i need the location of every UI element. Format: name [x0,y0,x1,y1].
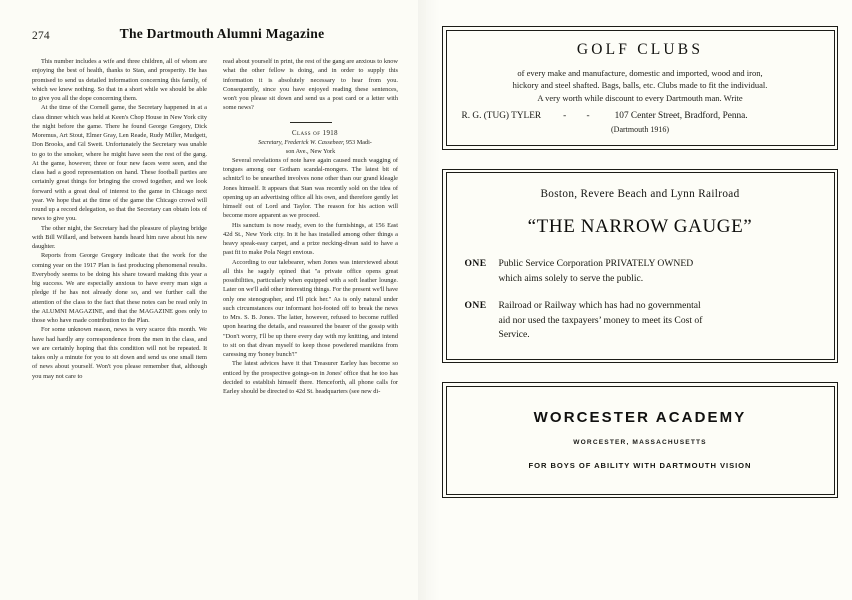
secretary-address-line1: 953 Madi- [344,138,372,146]
golf-ad-title: GOLF CLUBS [576,40,704,58]
secretary-role: Secretary, [258,138,283,146]
text-column-left [32,57,207,396]
railroad-point-lead: ONE [464,258,487,269]
paragraph: For some unknown reason, news is very scarce this month. We have had hardly any correspondence from the men in the class, and we are certainly hoping that this condition will not be repeated. It takes only a minute for you to sit down and send us one small item of news about yourself. Won't you please remember that, although you may not care to [32,326,207,380]
railroad-selling-point [465,299,816,343]
page-number: 274 [32,30,50,42]
golf-ad-contact-name: R. G. (TUG) TYLER [461,111,542,121]
paragraph: The latest advices have it that Treasurer Earley has become so enticed by the prospective goings-on in Jones' office that he too has decided to establish himself there. Henceforth, all phone calls for Earley should be directed to 42d St. headquarters (see new di- [223,360,398,395]
right-page-advertisements [426,0,852,600]
railroad-point-line-2: which aims solely to serve the public. [498,272,644,284]
paragraph: The other night, the Secretary had the pleasure of playing bridge with Bill Willard, and between hands heard him rave about his new daughter. [32,224,207,250]
worcester-academy-tagline: FOR BOYS OF ABILITY WITH DARTMOUTH VISION [528,460,752,470]
golf-ad-contact-dashes: - - [563,111,599,121]
paragraph: His sanctum is now ready, even to the furnishings, at 156 East 42d St., New York city. In it he has installed among other things a heavy speak-easy carpet, and a prize necking-divan said to have a past fit to make Pola Negri envious. [223,221,398,257]
golf-ad-contact [462,111,819,121]
secretary-address-line2: son Ave., New York [285,147,336,155]
railroad-point-line-3: Service. [498,329,530,340]
railroad-point-lead: ONE [464,300,487,311]
paragraph: At the time of the Cornell game, the Secretary happened in at a class dinner which was held at Keen's Chop House in New York city the night before the game. There he found George Gregory, Dick Moremus, Art Stout, Elmer Gray, Len Reade, Rudy Miller, Mudgett, Don Brooks, and Gil Swett. Unfortunately the Secretary was unable to go to the smoker, where he might have seen the rest of the gang. At the game, however, three or four new faces were seen, and the class had a good representation on hand. These football parties are certainly great things for bringing the crowd together, and we look forward with a great deal of interest to the game in Chicago next year. We hope that at the time of the game the Chicago crowd will round up a record delegation, so that the Secretary can obtain lots of news to give you. [32,104,207,223]
ad-inner-frame [446,172,835,360]
railroad-point-text [499,299,816,343]
railroad-company-name: Boston, Revere Beach and Lynn Railroad [540,188,740,200]
paragraph-continued: read about yourself in print, the rest of the gang are anxious to know what the other fellow is doing, and in order to supply this information it is absolutely necessary to hear from you. Consequently, since you have enjoyed reading these sentences, won't you please sit down and send us a post card or a letter with some news? [223,58,398,112]
golf-ad-class-year: (Dartmouth 1916) [611,125,669,134]
text-column-right [223,57,398,396]
railroad-point-line-2: aid nor used the taxpayers’ money to meet its Cost of [498,314,703,326]
class-heading-title: Class of 1918 [292,129,338,137]
railroad-point-text [499,257,816,286]
running-head [32,26,398,48]
railroad-selling-point [465,257,816,286]
golf-ad-body-line-2: hickory and steel shafted. Bags, balls, etc. Clubs made to fit the individual. [512,80,768,90]
text-columns [32,57,398,396]
magazine-title: The Dartmouth Alumni Magazine [119,26,325,41]
paragraph: This number includes a wife and three children, all of whom are enjoying the best of health, thanks to Stan, and prosperity. He has promised to send us detailed information concerning this family, of which we knew nothing. So that in a short while we should be able to give you all the dope concerning them. [32,58,207,102]
section-divider-rule [290,122,332,123]
worcester-academy-title: WORCESTER ACADEMY [533,408,747,426]
advertisement-worcester-academy[interactable] [442,382,838,498]
golf-ad-contact-address: 107 Center Street, Bradford, Penna. [614,111,748,121]
advertisement-stack [442,26,838,498]
paragraph: Several revelations of note have again caused much wagging of tongues among our Gotham scandal-mongers. The latest bit of schnitz'l to be unearthed involves none other than our grand kleagle Jones himself. It appears that Stan was recently sold on the idea of opening up an advertising office all his own, and therefore gently let himself out of Lord and Taylor. The reason for his action will become more apparent as we proceed. [223,156,398,220]
class-secretary-line [223,138,398,156]
paragraph: Reports from George Gregory indicate that the work for the coming year on the 1917 Plan is fast producing phenomenal results. Everybody seems to be doing his share toward making this year a big success. We are especially anxious to have every man sign a pledge if he has not already done so, and we further call the attention of the class to the fact that these notes can be read only in the ALUMNI MAGAZINE, and that the MAGAZINE goes only to those who have made contribution to the Plan. [32,252,207,324]
paragraph: According to our talebearer, when Jones was interviewed about all this he sagely opined that "a private office opens great possibilities, particularly when equipped with a soft leather lounge. Later on we'll add other interesting things. For the present we'll have only one stenographer, and I'll pick her." As is only natural under such circumstances our informant hot-footed off to break the news to Mrs. S. B. Jones. The latter, however, refused to become ruffled upon hearing the details, and reassured the bearer of the gossip with "Don't worry, I'll be up there every day with my knitting, and intend to sit on that divan myself to keep those powdered manikins from caressing my 'honey bunch'!" [223,258,398,358]
advertisement-golf-clubs[interactable] [442,26,838,150]
golf-ad-body-line-1: of every make and manufacture, domestic and imported, wood and iron, [517,67,763,78]
railroad-slogan: “THE NARROW GAUGE” [527,216,753,237]
ad-inner-frame [446,386,835,495]
golf-ad-body-line-3: A very worth while discount to every Dartmouth man. Write [537,92,743,103]
advertisement-narrow-gauge-railroad[interactable] [442,169,838,364]
railroad-point-line-1: Public Service Corporation PRIVATELY OWNED [498,258,694,269]
worcester-academy-city: WORCESTER, MASSACHUSETTS [573,438,707,446]
golf-ad-body [462,67,819,105]
secretary-name: Frederick W. Cassebeer, [284,138,345,146]
ad-inner-frame [446,30,835,147]
railroad-point-line-1: Railroad or Railway which has had no governmental [498,300,701,311]
